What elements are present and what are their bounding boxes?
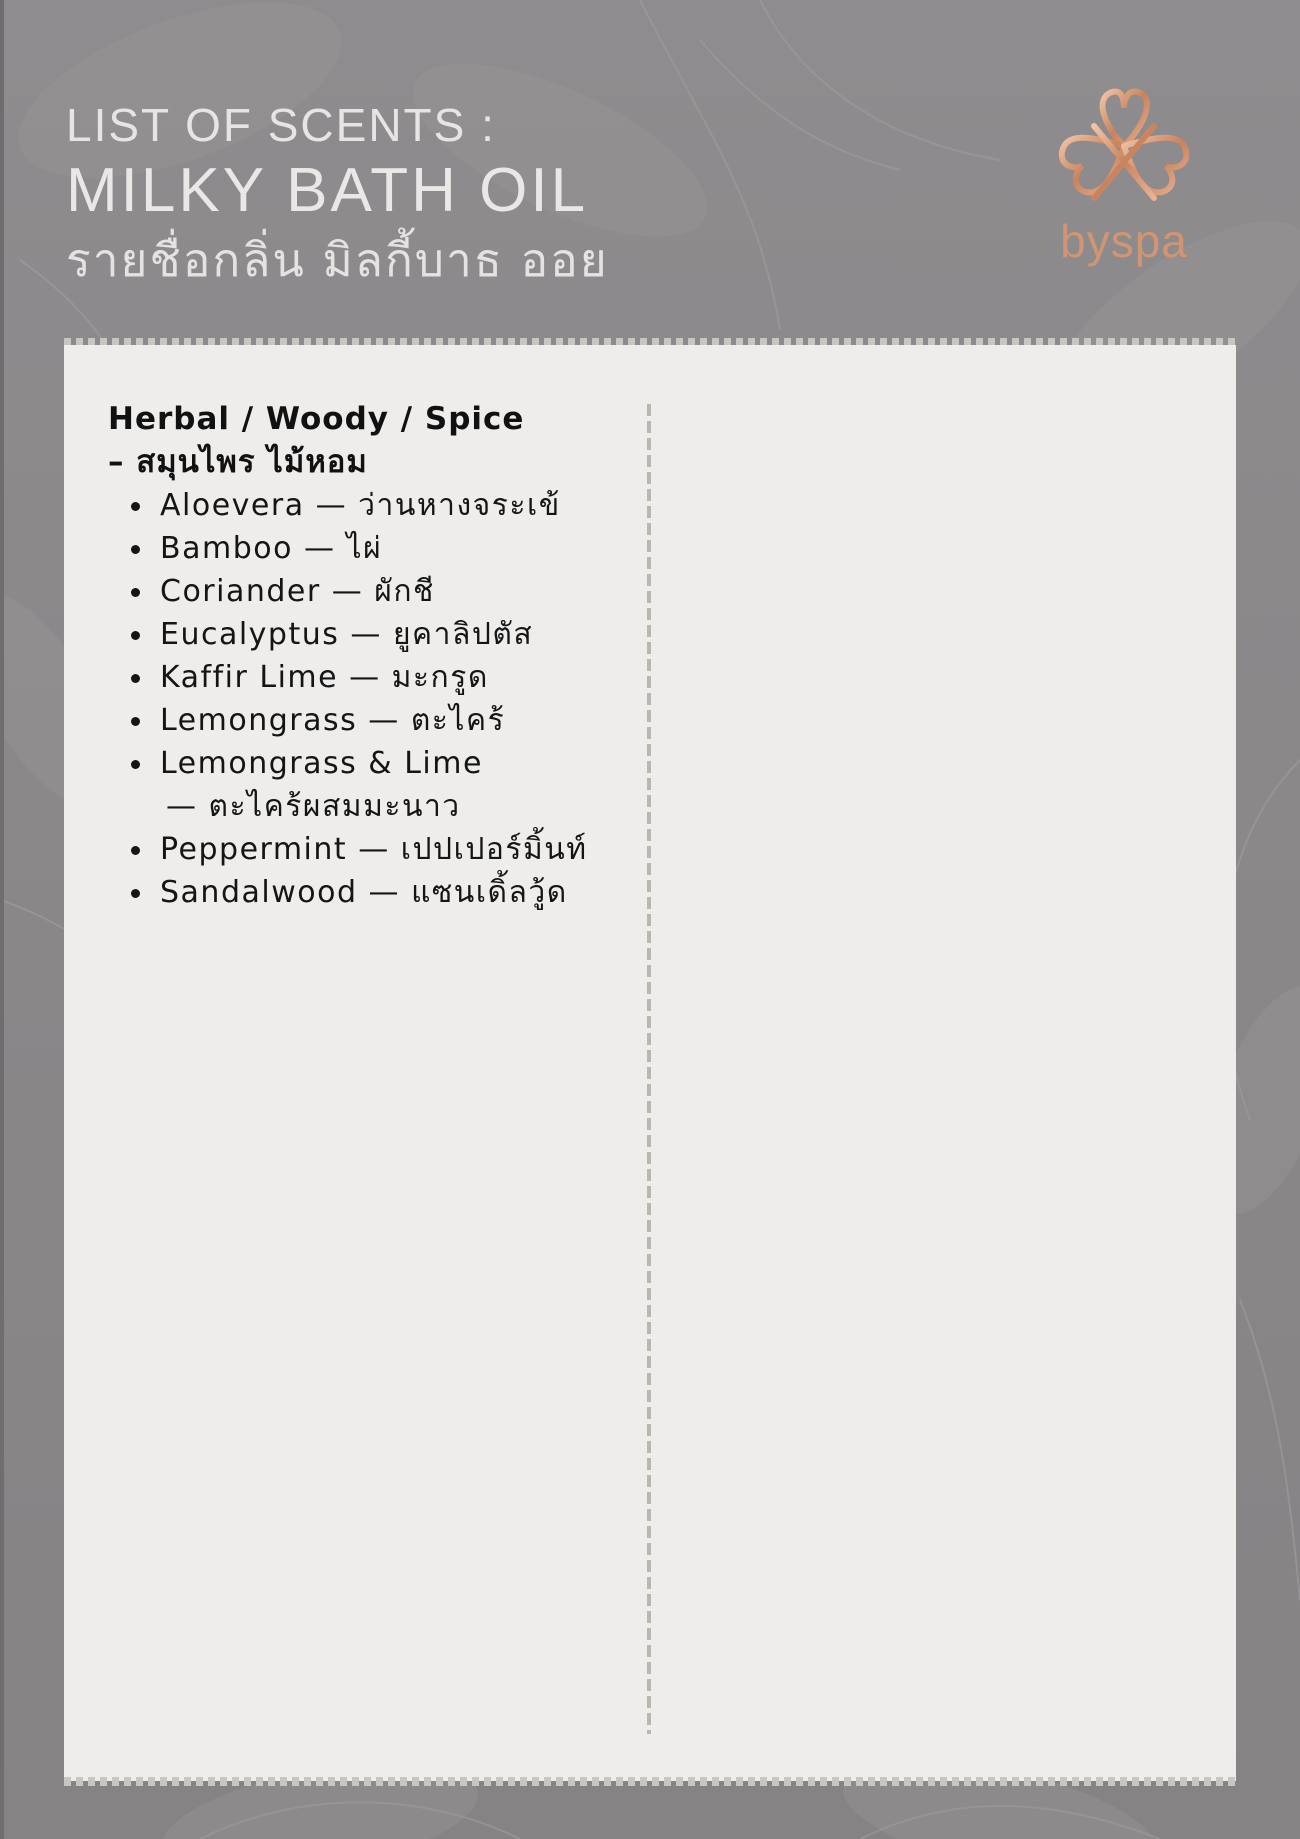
title-line-1: LIST OF SCENTS : [66,99,496,151]
scent-label: Lemongrass & Lime [160,746,483,781]
list-item [108,656,628,699]
scent-label: Aloevera — ว่านหางจระเข้ [160,488,561,523]
scent-label: Bamboo — ไผ่ [160,531,383,566]
scent-label: Eucalyptus — ยูคาลิปตัส [160,617,534,652]
list-item [108,570,628,613]
list-item [108,484,628,527]
scent-label-continued: — ตะไคร้ผสมมะนาว [166,789,461,824]
column-divider [647,404,651,1734]
scent-label: Coriander — ผักชี [160,574,435,609]
scent-category-herbal [108,398,628,914]
list-item [108,613,628,656]
list-item [108,828,628,871]
list-item [108,871,628,914]
scent-label: Peppermint — เปปเปอร์มิ้นท์ [160,832,588,867]
brand-name: byspa [1060,215,1188,267]
scent-label: Kaffir Lime — มะกรูด [160,660,489,695]
heart-trefoil-icon [1024,86,1224,216]
brand-logo [1024,86,1224,266]
category-title-en: Herbal / Woody / Spice [108,401,525,437]
scent-label: Sandalwood — แซนเดิ้ลวู้ด [160,875,568,910]
list-item [108,527,628,570]
category-title-th: – สมุนไพร ไม้หอม [108,444,368,480]
list-item [108,742,628,828]
scent-list [108,484,628,914]
list-item [108,699,628,742]
title-line-3-thai: รายชื่อกลิ่น มิลกี้บาธ ออย [66,233,609,287]
page-edge [0,0,4,1839]
perforated-edge-bottom [64,1777,1236,1786]
title-line-2: MILKY BATH OIL [66,156,589,225]
page-header [66,96,609,292]
scent-label: Lemongrass — ตะไคร้ [160,703,506,738]
